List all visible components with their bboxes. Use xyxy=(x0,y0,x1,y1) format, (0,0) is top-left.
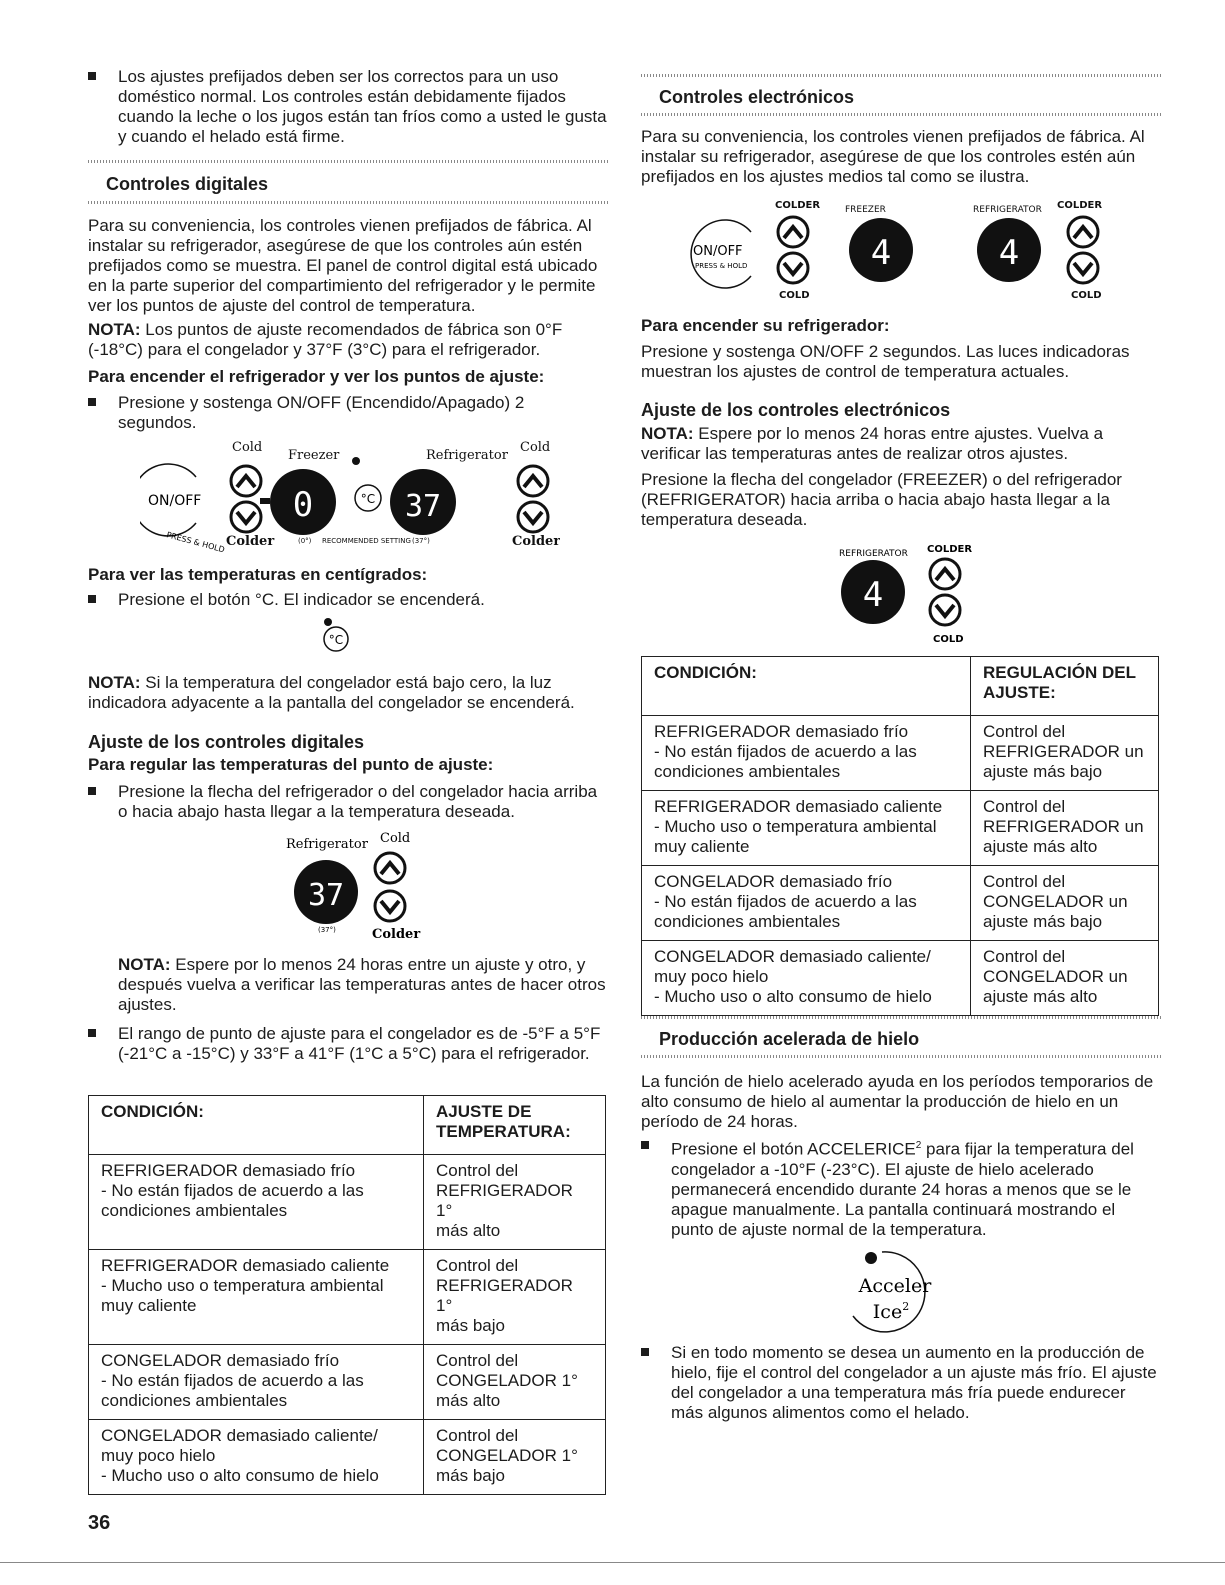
bullet-icon xyxy=(88,787,96,795)
freezer-digit: 0 xyxy=(292,485,314,525)
note xyxy=(641,424,1161,464)
note xyxy=(88,673,608,713)
table-cell: Control del CONGELADOR un ajuste más alto xyxy=(971,941,1159,1016)
table-row xyxy=(642,941,1159,1016)
up-arrow-icon[interactable] xyxy=(375,853,405,883)
bullet-text: Si en todo momento se desea un aumento en la producción de hielo, fije el control del congelador a un ajuste más frío. El ajuste del congelador a una temperatura más fría puede endurecer más algunos alimentos como el helado. xyxy=(671,1343,1157,1422)
note-label: NOTA: xyxy=(88,320,141,339)
cold-label: Cold xyxy=(380,831,411,846)
refrigerator-digit: 4 xyxy=(998,233,1020,273)
note-text: Espere por lo menos 24 horas entre un ajuste y otro, y después vuelva a verificar las temperaturas antes de hacer otros ajustes. xyxy=(118,955,606,1014)
bullet-text: Presione el botón °C. El indicador se encenderá. xyxy=(118,590,485,609)
bullet-text: Presione el botón ACCELERICE$^2$ para fijar la temperatura del congelador a -10°F (-23°C). El ajuste de hielo acelerado permanecerá encendido durante 24 horas a menos que se le apague manualmente. La pantalla continuará mostrando el punto de ajuste normal de la temperatura. xyxy=(671,1139,1134,1239)
colder-left-label: Colder xyxy=(226,534,275,549)
note-label: NOTA: xyxy=(641,424,694,443)
table-cell: Control del REFRIGERADOR 1° más alto xyxy=(424,1155,606,1250)
table-header: AJUSTE DE TEMPERATURA: xyxy=(424,1096,606,1155)
bullet-text: Presione y sostenga ON/OFF (Encendido/Apagado) 2 segundos. xyxy=(118,393,525,432)
freezer-up-arrow-icon[interactable] xyxy=(778,217,808,247)
divider xyxy=(641,113,1161,116)
table-cell: Control del REFRIGERADOR 1° más bajo xyxy=(424,1250,606,1345)
freezer-label: Freezer xyxy=(288,448,340,463)
on-off-button[interactable] xyxy=(691,220,751,288)
table-cell: Control del CONGELADOR 1° más bajo xyxy=(424,1420,606,1495)
up-arrow-icon[interactable] xyxy=(930,559,960,589)
freezer-digit: 4 xyxy=(870,233,892,273)
accelerice-label: Acceler xyxy=(858,1275,932,1297)
refrigerator-digit: 4 xyxy=(862,575,884,615)
bullet-text: El rango de punto de ajuste para el congelador es de -5°F a 5°F (-21°C a -15°C) y 33°F a 41°F (1°C a 5°C) para el refrigerador. xyxy=(118,1024,601,1063)
refrigerator-panel-diagram xyxy=(837,536,987,648)
setting-small: (37°) xyxy=(318,926,336,934)
note-text: Los puntos de ajuste recomendados de fábrica son 0°F (-18°C) para el congelador y 37°F (3°C) para el refrigerador. xyxy=(88,320,563,359)
on-off-label: ON/OFF xyxy=(148,493,202,509)
celsius-button[interactable] xyxy=(355,485,381,511)
table-cell: CONGELADOR demasiado frío - No están fijados de acuerdo a las condiciones ambientales xyxy=(89,1345,424,1420)
refrigerator-digit: 37 xyxy=(307,878,345,913)
cold-right-label: Cold xyxy=(520,440,551,455)
refrigerator-label: Refrigerator xyxy=(286,837,368,852)
section-header xyxy=(641,74,1161,116)
celsius-label: °C xyxy=(360,492,376,506)
table-cell: REFRIGERADOR demasiado caliente - Mucho uso o temperatura ambiental muy caliente xyxy=(642,791,971,866)
cold-left-label: Cold xyxy=(232,440,263,455)
refrigerator-panel-figure xyxy=(837,536,987,648)
table-cell: Control del REFRIGERADOR un ajuste más alto xyxy=(971,791,1159,866)
table-cell: Control del REFRIGERADOR un ajuste más bajo xyxy=(971,716,1159,791)
press-hold-label: PRESS & HOLD xyxy=(695,262,748,270)
bullet-icon xyxy=(641,1141,649,1149)
control-panel-diagram xyxy=(140,437,560,552)
on-off-button[interactable] xyxy=(140,464,226,552)
paragraph: Para su conveniencia, los controles vienen prefijados de fábrica. Al instalar su refrigerador, asegúrese de que los controles estén aún prefijados en los ajustes medios tal como se ilustra. xyxy=(641,127,1145,186)
bullet-icon xyxy=(641,1348,649,1356)
section-title: Controles digitales xyxy=(106,174,269,194)
subheading: Para encender su refrigerador: xyxy=(641,316,890,335)
bullet-icon xyxy=(88,72,96,80)
on-off-label: ON/OFF xyxy=(693,244,743,259)
celsius-button-diagram xyxy=(316,615,356,655)
recommended-left: (0°) xyxy=(298,537,312,545)
table-cell: CONGELADOR demasiado caliente/ muy poco hielo - Mucho uso o alto consumo de hielo xyxy=(642,941,971,1016)
paragraph: La función de hielo acelerado ayuda en los períodos temporarios de alto consumo de hielo al aumentar la producción de hielo en un período de 24 horas. xyxy=(641,1072,1154,1131)
table-row xyxy=(642,791,1159,866)
note-label: NOTA: xyxy=(118,955,171,974)
divider xyxy=(0,1562,1225,1563)
table-row xyxy=(89,1420,606,1495)
condition-table xyxy=(88,1095,606,1495)
table-cell: REFRIGERADOR demasiado frío - No están fijados de acuerdo a las condiciones ambientales xyxy=(642,716,971,791)
section-header xyxy=(88,160,608,204)
cold-label: COLD xyxy=(933,634,964,645)
section-title: Controles electrónicos xyxy=(659,87,855,107)
table-cell: Control del CONGELADOR 1° más alto xyxy=(424,1345,606,1420)
electronic-panel-diagram xyxy=(685,192,1155,304)
celsius-label: °C xyxy=(328,633,344,647)
divider xyxy=(641,1055,1161,1058)
recommended-right: (37°) xyxy=(412,537,430,545)
cold-right-label: COLD xyxy=(1071,290,1102,301)
freezer-up-arrow-icon[interactable] xyxy=(231,466,261,496)
table-cell: CONGELADOR demasiado caliente/ muy poco hielo - Mucho uso o alto consumo de hielo xyxy=(89,1420,424,1495)
cold-left-label: COLD xyxy=(779,290,810,301)
table-cell: REFRIGERADOR demasiado frío - No están fijados de acuerdo a las condiciones ambientales xyxy=(89,1155,424,1250)
refrigerator-display xyxy=(294,860,358,924)
freezer-down-arrow-icon[interactable] xyxy=(231,502,261,532)
note-label: NOTA: xyxy=(88,673,141,692)
colder-label: Colder xyxy=(372,927,421,942)
bullet-icon xyxy=(88,398,96,406)
divider xyxy=(88,160,608,163)
table-header: REGULACIÓN DEL AJUSTE: xyxy=(971,657,1159,716)
refrigerator-down-arrow-icon[interactable] xyxy=(518,502,548,532)
adjustment-table xyxy=(641,656,1159,1016)
refrigerator-label: REFRIGERATOR xyxy=(973,205,1042,215)
divider xyxy=(641,1016,1161,1019)
bullet-icon xyxy=(88,1029,96,1037)
table-header: CONDICIÓN: xyxy=(89,1096,424,1155)
section-header xyxy=(641,1016,1161,1058)
control-panel-figure xyxy=(140,437,560,552)
table-header: CONDICIÓN: xyxy=(642,657,971,716)
refrigerator-panel-diagram xyxy=(284,826,434,946)
table-row xyxy=(89,1250,606,1345)
refrigerator-panel-figure xyxy=(284,826,434,946)
table-cell: CONGELADOR demasiado frío - No están fijados de acuerdo a las condiciones ambientales xyxy=(642,866,971,941)
freezer-display xyxy=(270,469,336,535)
table-row xyxy=(89,1345,606,1420)
subheading: Para encender el refrigerador y ver los puntos de ajuste: xyxy=(88,367,545,386)
section-subtitle: Ajuste de los controles digitales xyxy=(88,732,365,752)
down-arrow-icon[interactable] xyxy=(930,595,960,625)
electronic-panel-figure xyxy=(685,192,1155,304)
indicator-dot xyxy=(865,1252,877,1264)
refrigerator-down-arrow-icon[interactable] xyxy=(1068,253,1098,283)
recommended-setting: RECOMMENDED SETTING xyxy=(322,537,411,545)
indicator-light xyxy=(260,498,270,504)
note xyxy=(118,955,608,1015)
accelerice-button-figure xyxy=(837,1244,947,1334)
bullet-icon xyxy=(88,595,96,603)
freezer-label: FREEZER xyxy=(845,205,886,215)
paragraph: Presione la flecha del congelador (FREEZER) o del refrigerador (REFRIGERATOR) hacia arriba o hacia abajo hasta llegar a la temperatura deseada. xyxy=(641,470,1122,529)
refrigerator-up-arrow-icon[interactable] xyxy=(1068,217,1098,247)
subheading: Para regular las temperaturas del punto de ajuste: xyxy=(88,755,494,774)
colder-right-label: COLDER xyxy=(1057,200,1103,211)
refrigerator-display xyxy=(390,469,456,535)
divider xyxy=(88,201,608,204)
refrigerator-display xyxy=(977,218,1041,282)
section-subtitle: Ajuste de los controles electrónicos xyxy=(641,400,951,420)
indicator-dot xyxy=(352,457,360,465)
colder-left-label: COLDER xyxy=(775,200,821,211)
accelerice-label-2: Ice$^2$ xyxy=(872,1300,910,1323)
freezer-display xyxy=(849,218,913,282)
note-text: Espere por lo menos 24 horas entre ajustes. Vuelva a verificar las temperaturas antes de realizar otros ajustes. xyxy=(641,424,1104,463)
colder-right-label: Colder xyxy=(512,534,560,549)
section-title: Producción acelerada de hielo xyxy=(659,1029,920,1049)
page-number: 36 xyxy=(88,1512,111,1534)
refrigerator-up-arrow-icon[interactable] xyxy=(518,466,548,496)
table-row xyxy=(642,716,1159,791)
accelerice-button-diagram xyxy=(837,1244,947,1334)
refrigerator-label: Refrigerator xyxy=(426,448,508,463)
note-text: Si la temperatura del congelador está bajo cero, la luz indicadora adyacente a la pantalla del congelador se encenderá. xyxy=(88,673,575,712)
refrigerator-display xyxy=(841,560,905,624)
bullet-text: Presione la flecha del refrigerador o del congelador hacia arriba o hacia abajo hasta llegar a la temperatura deseada. xyxy=(118,782,598,821)
subheading: Para ver las temperaturas en centígrados: xyxy=(88,565,428,584)
freezer-down-arrow-icon[interactable] xyxy=(778,253,808,283)
indicator-dot xyxy=(324,618,332,626)
celsius-button-figure xyxy=(316,615,356,655)
colder-label: COLDER xyxy=(927,544,973,555)
accelerice-button[interactable] xyxy=(853,1252,932,1332)
table-cell: Control del CONGELADOR un ajuste más bajo xyxy=(971,866,1159,941)
paragraph: Presione y sostenga ON/OFF 2 segundos. Las luces indicadoras muestran los ajustes de control de temperatura actuales. xyxy=(641,342,1130,381)
table-cell: REFRIGERADOR demasiado caliente - Mucho uso o temperatura ambiental muy caliente xyxy=(89,1250,424,1345)
refrigerator-label: REFRIGERATOR xyxy=(839,549,908,559)
table-header-row xyxy=(89,1096,606,1155)
down-arrow-icon[interactable] xyxy=(375,891,405,921)
divider xyxy=(641,74,1161,77)
table-row xyxy=(642,866,1159,941)
table-header-row xyxy=(642,657,1159,716)
bullet-text: Los ajustes prefijados deben ser los correctos para un uso doméstico normal. Los controles están debidamente fijados cuando la leche o los jugos están tan fríos como a usted le gusta y cuando el helado está firme. xyxy=(118,67,607,146)
table-row xyxy=(89,1155,606,1250)
note xyxy=(88,320,608,360)
refrigerator-digit: 37 xyxy=(404,489,442,524)
press-hold-label: PRESS & HOLD xyxy=(165,530,226,552)
paragraph: Para su conveniencia, los controles vienen prefijados de fábrica. Al instalar su refrigerador, asegúrese de que los controles aún estén prefijados como se muestra. El panel de control digital está ubicado en la parte superior del compartimiento del refrigerador y le permite ver los puntos de ajuste del control de temperatura. xyxy=(88,216,598,315)
